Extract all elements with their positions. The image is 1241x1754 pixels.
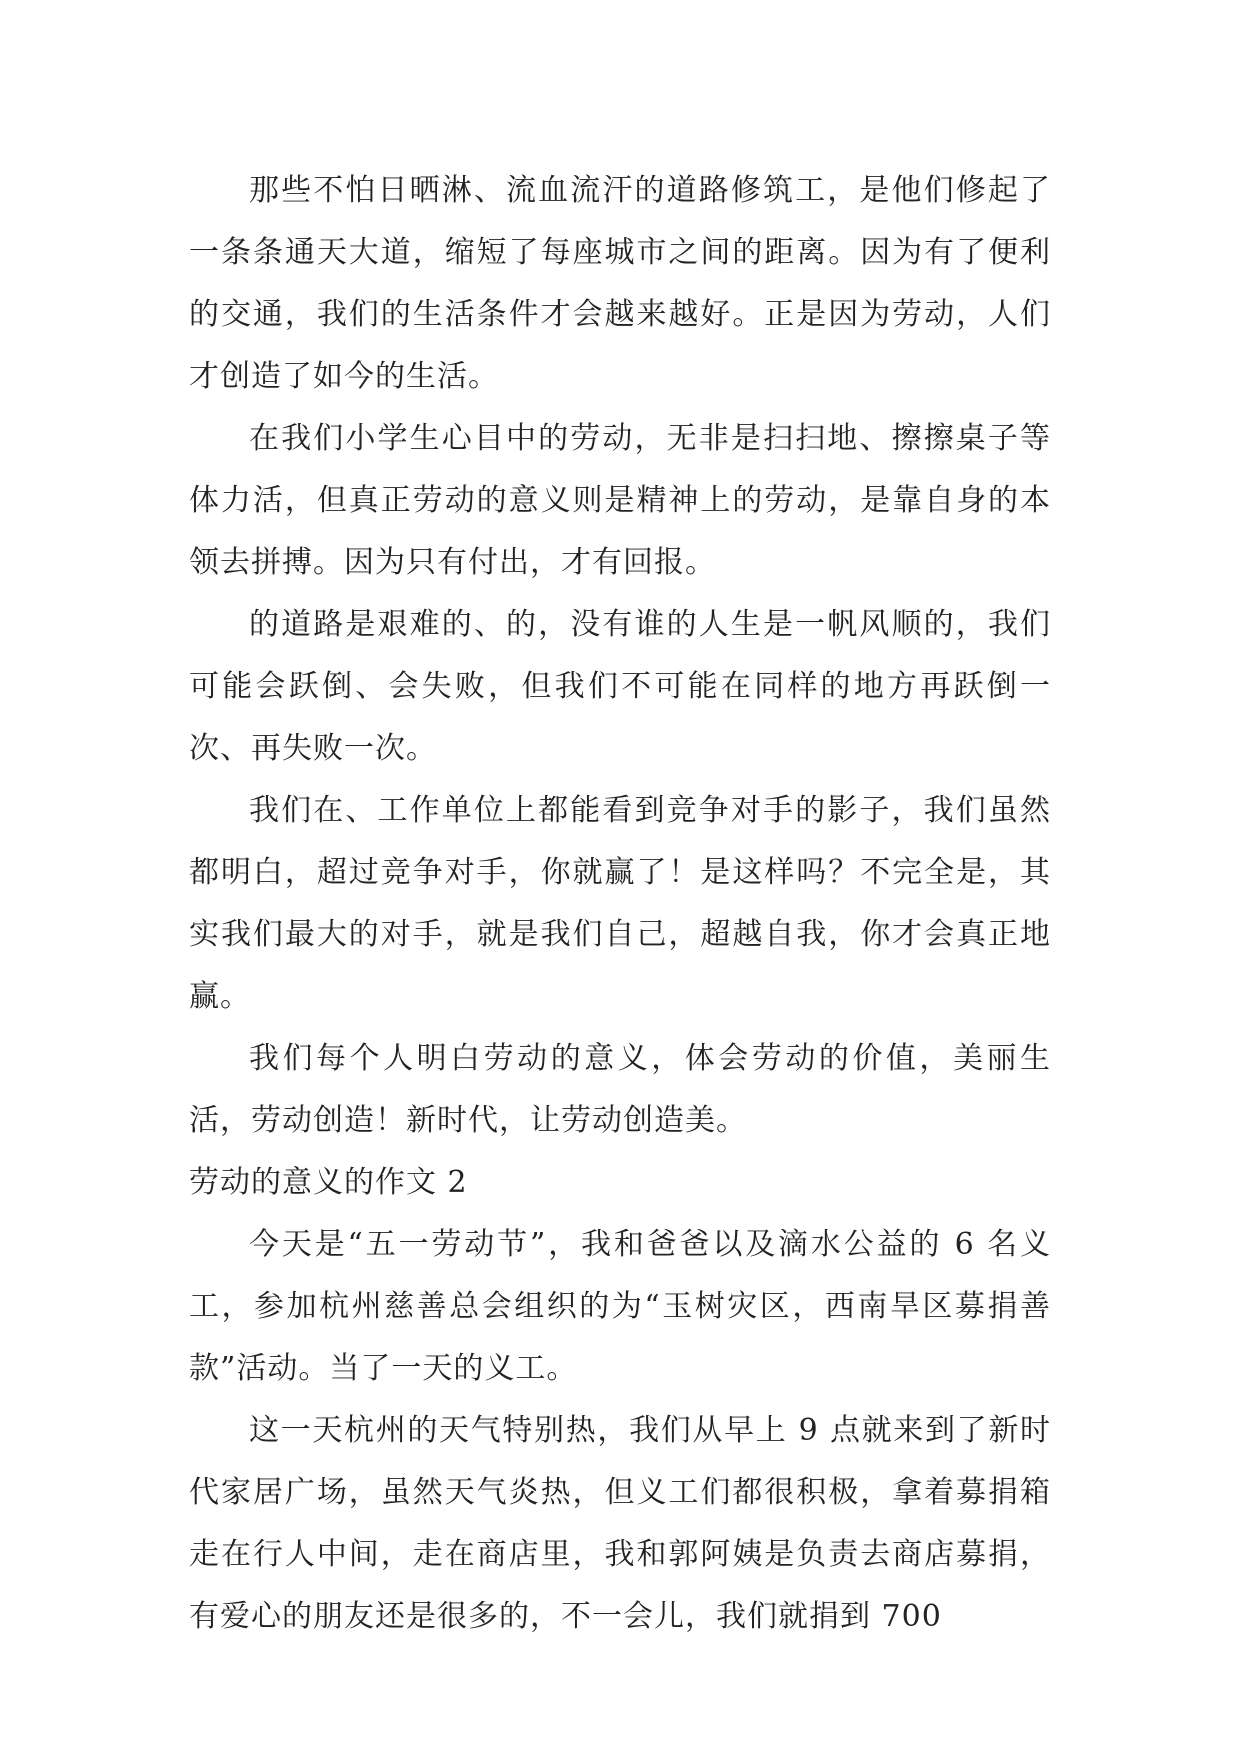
paragraph-hot-day-donation: 这一天杭州的天气特别热，我们从早上 9 点就来到了新时代家居广场，虽然天气炎热，但义工们都很积极，拿着募捐箱走在行人中间，走在商店里，我和郭阿姨是负责去商店募捐，有爱心的朋友还是很多的，不一会儿，我们就捐到 700 (189, 1413, 1051, 1634)
paragraph-labor-creates-beauty: 我们每个人明白劳动的意义，体会劳动的价值，美丽生活，劳动创造！新时代，让劳动创造美。 (189, 1041, 1051, 1138)
paragraph-meaning-of-labor: 在我们小学生心目中的劳动，无非是扫扫地、擦擦桌子等体力活，但真正劳动的意义则是精神上的劳动，是靠自身的本领去拼搏。因为只有付出，才有回报。 (189, 421, 1051, 580)
paragraph-road-builders: 那些不怕日晒淋、流血流汗的道路修筑工，是他们修起了一条条通天大道，缩短了每座城市之间的距离。因为有了便利的交通，我们的生活条件才会越来越好。正是因为劳动，人们才创造了如今的生活。 (189, 173, 1051, 394)
paragraph-hard-road: 的道路是艰难的、的，没有谁的人生是一帆风顺的，我们可能会跃倒、会失败，但我们不可能在同样的地方再跃倒一次、再失败一次。 (189, 607, 1051, 766)
section-heading: 劳动的意义的作文 2 (189, 1165, 468, 1200)
paragraph-may-day: 今天是“五一劳动节”，我和爸爸以及滴水公益的 6 名义工，参加杭州慈善总会组织的为“玉树灾区，西南旱区募捐善款”活动。当了一天的义工。 (189, 1227, 1051, 1386)
document-page (189, 160, 1051, 1648)
paragraph-competitors: 我们在、工作单位上都能看到竞争对手的影子，我们虽然都明白，超过竞争对手，你就赢了！是这样吗？不完全是，其实我们最大的对手，就是我们自己，超越自我，你才会真正地赢。 (189, 793, 1051, 1014)
